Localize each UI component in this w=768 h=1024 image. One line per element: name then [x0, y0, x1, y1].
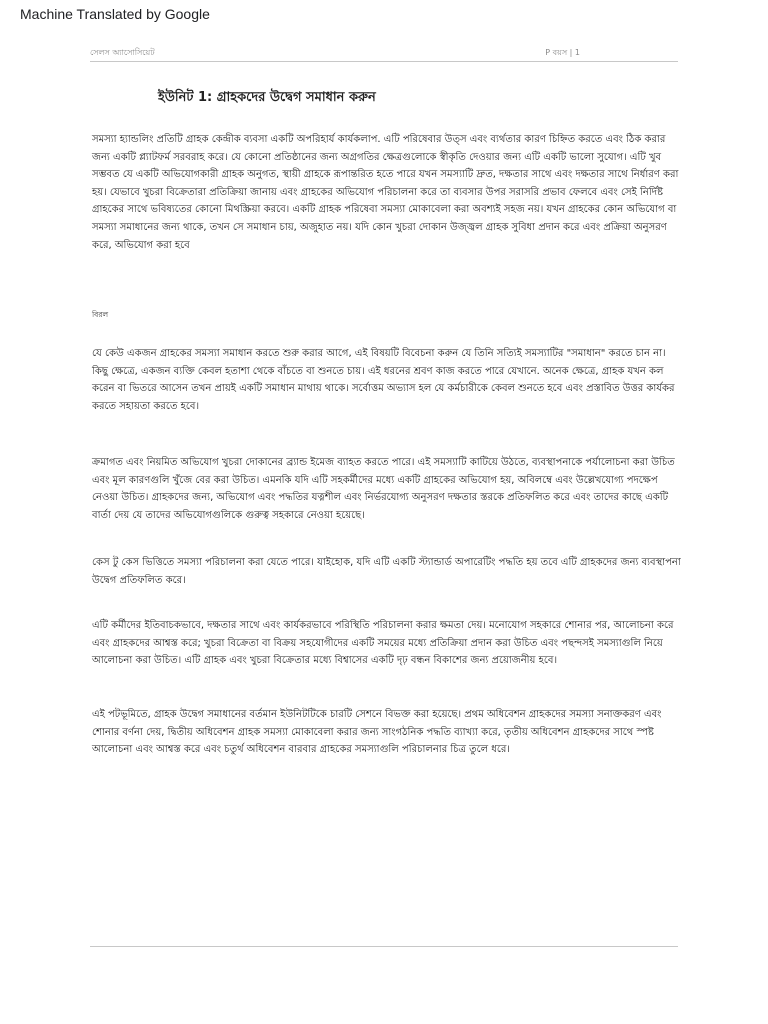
paragraph-staff-ability: এটি কর্মীদের ইতিবাচকভাবে, দক্ষতার সাথে এবং কার্যকরভাবে পরিস্থিতি পরিচালনা করার ক্ষমতা দেয়। মনোযোগ সহকারে শোনার পর, আলোচনা করে এবং গ্রাহকদের আশ্বস্ত করে; খুচরা বিক্রেতা বা বিক্রয় সহযোগীদের একটি সময়ের মধ্যে প্রতিক্রিয়া প্রদান করা উচিত এবং পছন্দসই সমস্যাগুলি নিয়ে আলোচনা করা উচিত। এটি গ্রাহক এবং খুচরা বিক্রেতার মধ্যে বিশ্বাসের একটি দৃঢ় বন্ধন বিকাশের জন্য প্রয়োজনীয় হবে। — [92, 620, 674, 667]
paragraph-complaints: ক্রমাগত এবং নিয়মিত অভিযোগ খুচরা দোকানের ব্র্যান্ড ইমেজ ব্যাহত করতে পারে। এই সমস্যাটি কাটিয়ে উঠতে, ব্যবস্থাপনাকে পর্যালোচনা করা উচিত এবং মূল কারণগুলি খুঁজে বের করা উচিত। এমনকি যদি এটি সহকর্মীদের মধ্যে একটি গ্রাহকের অভিযোগ হয়, অবিলম্বে এবং উল্লেখযোগ্য পদক্ষেপ নেওয়া উচিত। গ্রাহকদের জন্য, অভিযোগ এবং পদ্ধতির যত্নশীল এবং নির্ভরযোগ্য অনুসরণ দক্ষতার স্তরকে প্রতিফলিত করে এবং তাদের কাছে একটি বার্তা দেয় যে তাদের অভিযোগগুলিকে গুরুত্ব সহকারে নেওয়া হয়েছে। — [92, 457, 675, 521]
unit-title: ইউনিট 1: গ্রাহকদের উদ্বেগ সমাধান করুন — [158, 90, 376, 105]
paragraph-listening: যে কেউ একজন গ্রাহকের সমস্যা সমাধান করতে শুরু করার আগে, এই বিষয়টি বিবেচনা করুন যে তিনি সত্যিই সমস্যাটির "সমাধান" করতে চান না। কিছু ক্ষেত্রে, একজন ব্যক্তি কেবল হতাশা থেকে বাঁচতে বা শুনতে চায়। এই ধরনের শ্রবণ কাজ করতে পারে যেখানে. অনেক ক্ষেত্রে, গ্রাহক যখন কল করেন বা ভিতরে আসেন তখন প্রায়ই একটি সমাধান মাথায় থাকে। সর্বোত্তম অভ্যাস হল যে কর্মচারীকে কেবল শুনতে হবে এবং প্রস্তাবিত উত্তর কার্যকর করতে সহায়তা করতে হবে। — [92, 348, 675, 412]
paragraph-case-basis: কেস টু কেস ভিত্তিতে সমস্যা পরিচালনা করা যেতে পারে। যাইহোক, যদি এটি একটি স্ট্যান্ডার্ড অপারেটিং পদ্ধতি হয় তবে এটি গ্রাহকদের জন্য ব্যবস্থাপনা উদ্বেগ প্রতিফলিত করে। — [92, 557, 681, 586]
machine-translated-banner: Machine Translated by Google — [20, 6, 210, 22]
header-page-number: P বয়স | 1 — [545, 48, 580, 57]
document-page — [90, 40, 681, 948]
paragraph-sessions: এই পটভূমিতে, গ্রাহক উদ্বেগ সমাধানের বর্তমান ইউনিটটিকে চারটি সেশনে বিভক্ত করা হয়েছে। প্রথম অধিবেশন গ্রাহকদের সমস্যা সনাক্তকরণ এবং শোনার বর্ণনা দেয়, দ্বিতীয় অধিবেশন গ্রাহক সমস্যা মোকাবেলা করার জন্য সাংগঠনিক পদ্ধতি ব্যাখ্যা করে, তৃতীয় অধিবেশন গ্রাহকদের সাথে স্পষ্ট আলোচনা এবং আশ্বস্ত করে এবং চতুর্থ অধিবেশন বারবার গ্রাহকের সমস্যাগুলি পরিচালনার চিত্র তুলে ধরে। — [92, 709, 662, 756]
page-header — [90, 46, 678, 60]
section-label: বিরল — [92, 310, 109, 319]
header-divider — [90, 61, 678, 62]
paragraph-intro: সমস্যা হ্যান্ডলিং প্রতিটি গ্রাহক কেন্দ্রীক ব্যবসা একটি অপরিহার্য কার্যকলাপ. এটি পরিষেবার উত্স এবং ব্যর্থতার কারণ চিহ্নিত করতে এবং ঠিক করার জন্য একটি প্ল্যাটফর্ম সরবরাহ করে। যে কোনো প্রতিষ্ঠানের জন্য অগ্রগতির ক্ষেত্রগুলোকে স্বীকৃতি দেওয়ার জন্য এটি একটি ভালো সুযোগ। এটি খুব সম্ভবত যে একটি অভিযোগকারী গ্রাহক অনুগত, স্থায়ী গ্রাহকে রূপান্তরিত হতে পারে যখন সমস্যাটি দ্রুত, দক্ষতার সাথে এবং দক্ষতার সাথে নির্ধারণ করা হয়। যেভাবে খুচরা বিক্রেতারা প্রতিক্রিয়া জানায় এবং গ্রাহকের অভিযোগ পরিচালনা করে তা ব্যবসার উপর সরাসরি প্রভাব ফেলবে এবং সেই নির্দিষ্ট গ্রাহকের সাথে ভবিষ্যতের কোনো মিথস্ক্রিয়া করবে। একটি গ্রাহক পরিষেবা সমস্যা মোকাবেলা করা অবশ্যই সহজ নয়। যখন গ্রাহকের কোন অভিযোগ বা সমস্যা সমাধানের জন্য থাকে, তখন সে সমাধান চায়, অজুহাত নয়। যদি কোন খুচরা দোকান উজ্জ্বল গ্রাহক সুবিধা প্রদান করে এবং প্রক্রিয়া অনুসরণ করে, অভিযোগ করা হবে — [92, 134, 679, 251]
footer-divider — [90, 946, 678, 947]
header-course-title: সেলস অ্যাসোসিয়েট — [90, 48, 155, 57]
